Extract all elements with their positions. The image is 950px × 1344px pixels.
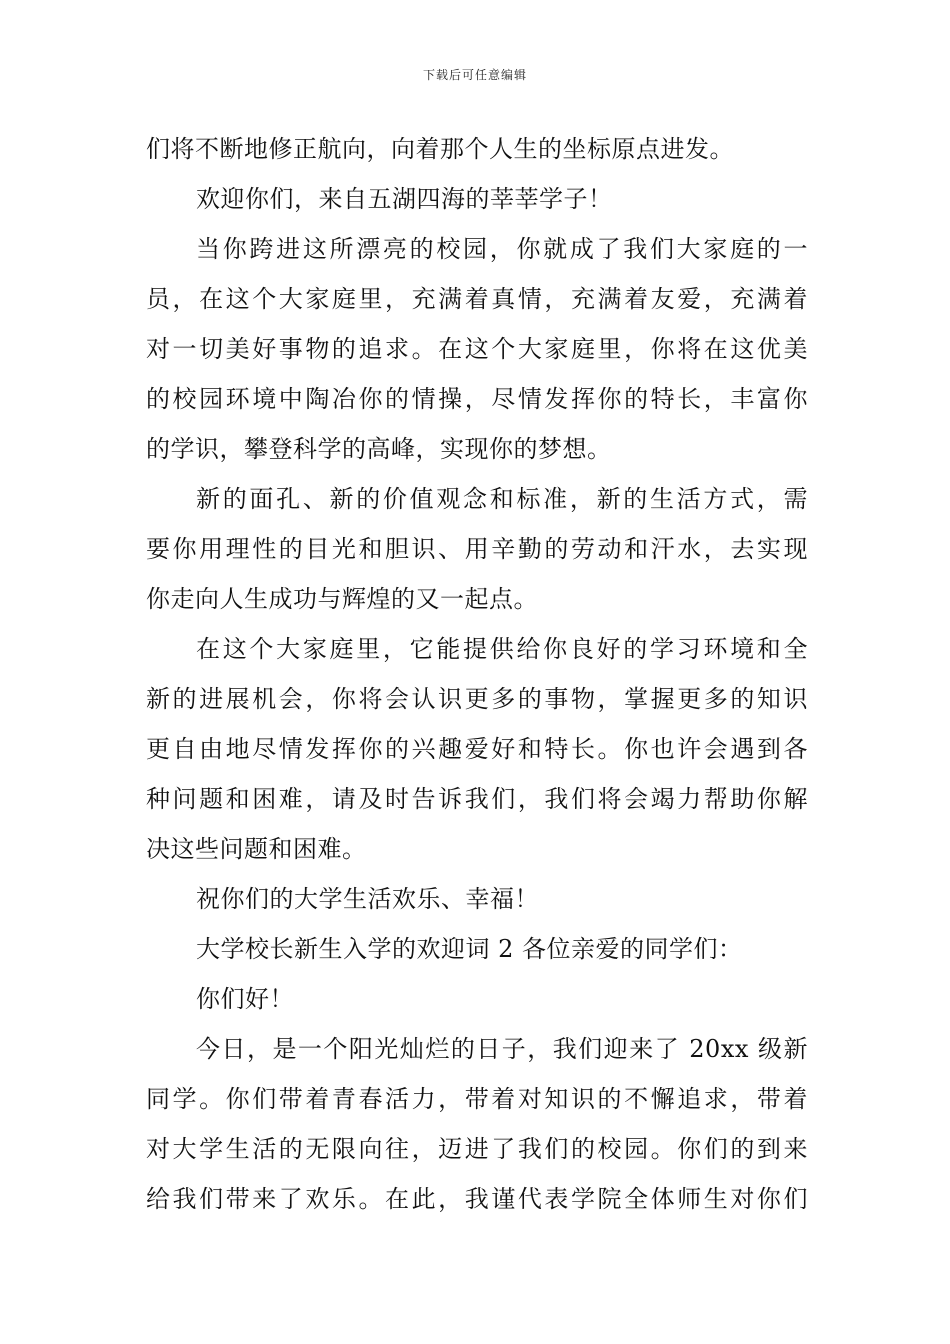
- page-header: 下载后可任意编辑: [422, 68, 527, 82]
- text-line: 欢迎你们，来自五湖四海的莘莘学子！: [196, 185, 613, 213]
- text-line: 对一切美好事物的追求。在这个大家庭里，你将在这优美: [146, 335, 808, 363]
- text-line: 给我们带来了欢乐。在此，我谨代表学院全体师生对你们: [146, 1185, 808, 1213]
- text-line: 大学校长新生入学的欢迎词 2 各位亲爱的同学们：: [196, 935, 743, 963]
- text-line: 员，在这个大家庭里，充满着真情，充满着友爱，充满着: [146, 285, 808, 313]
- text-line: 种问题和困难，请及时告诉我们，我们将会竭力帮助你解: [146, 785, 808, 813]
- text-line: 要你用理性的目光和胆识、用辛勤的劳动和汗水，去实现: [146, 535, 808, 563]
- text-line: 更自由地尽情发挥你的兴趣爱好和特长。你也许会遇到各: [146, 735, 808, 763]
- text-line: 的学识，攀登科学的高峰，实现你的梦想。: [146, 435, 612, 463]
- text-line: 决这些问题和困难。: [146, 835, 367, 863]
- text-line: 在这个大家庭里，它能提供给你良好的学习环境和全: [196, 635, 808, 663]
- text-line: 今日，是一个阳光灿烂的日子，我们迎来了 20xx 级新: [196, 1035, 808, 1063]
- text-line: 新的进展机会，你将会认识更多的事物，掌握更多的知识: [146, 685, 808, 713]
- text-line: 你走向人生成功与辉煌的又一起点。: [146, 585, 538, 613]
- text-line: 新的面孔、新的价值观念和标准，新的生活方式，需: [196, 485, 808, 513]
- text-line: 同学。你们带着青春活力，带着对知识的不懈追求，带着: [146, 1085, 808, 1113]
- text-line: 的校园环境中陶冶你的情操，尽情发挥你的特长，丰富你: [146, 385, 808, 413]
- text-line: 祝你们的大学生活欢乐、幸福！: [196, 885, 539, 913]
- document-body: [146, 128, 808, 1228]
- text-line: 你们好！: [196, 985, 294, 1013]
- text-line: 当你跨进这所漂亮的校园，你就成了我们大家庭的一: [196, 235, 808, 263]
- text-line: 对大学生活的无限向往，迈进了我们的校园。你们的到来: [146, 1135, 808, 1163]
- text-line: 们将不断地修正航向，向着那个人生的坐标原点进发。: [146, 135, 734, 163]
